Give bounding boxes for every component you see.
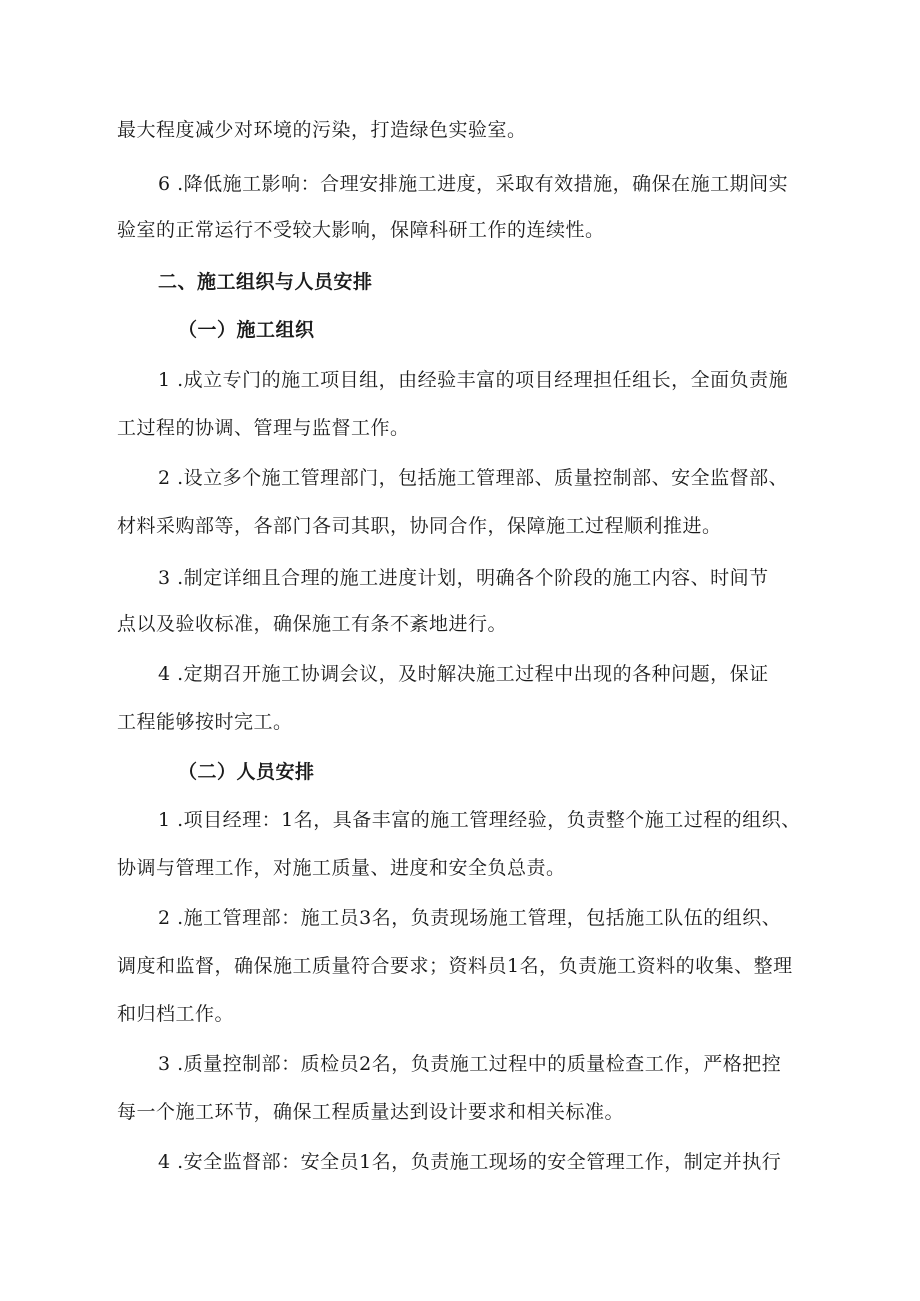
paragraph-line: 工程能够按时完工。 <box>117 711 293 733</box>
paragraph-line: 和归档工作。 <box>117 1003 235 1025</box>
paragraph-line: 每一个施工环节，确保工程质量达到设计要求和相关标准。 <box>117 1101 625 1123</box>
paragraph-line: 1 .成立专门的施工项目组，由经验丰富的项目经理担任组长，全面负责施 <box>158 369 789 391</box>
paragraph-line: 验室的正常运行不受较大影响，保障科研工作的连续性。 <box>117 219 605 241</box>
paragraph-line: 工过程的协调、管理与监督工作。 <box>117 417 410 439</box>
paragraph-line: 材料采购部等，各部门各司其职，协同合作，保障施工过程顺利推进。 <box>117 515 722 537</box>
paragraph-line: 最大程度减少对环境的污染，打造绿色实验室。 <box>117 119 527 141</box>
section-heading: 二、施工组织与人员安排 <box>158 271 373 293</box>
subsection-heading: （二）人员安排 <box>178 761 315 783</box>
paragraph-line: 2 .设立多个施工管理部门，包括施工管理部、质量控制部、安全监督部、 <box>158 467 789 489</box>
paragraph-line: 6 .降低施工影响：合理安排施工进度，采取有效措施，确保在施工期间实 <box>158 173 789 195</box>
paragraph-line: 3 .制定详细且合理的施工进度计划，明确各个阶段的施工内容、时间节 <box>158 567 769 589</box>
paragraph-line: 调度和监督，确保施工质量符合要求；资料员1名，负责施工资料的收集、整理 <box>117 955 793 977</box>
paragraph-line: 协调与管理工作，对施工质量、进度和安全负总责。 <box>117 857 566 879</box>
paragraph-line: 4 .安全监督部：安全员1名，负责施工现场的安全管理工作，制定并执行 <box>158 1151 782 1173</box>
paragraph-line: 点以及验收标准，确保施工有条不紊地进行。 <box>117 613 508 635</box>
paragraph-line: 2 .施工管理部：施工员3名，负责现场施工管理，包括施工队伍的组织、 <box>158 907 782 929</box>
paragraph-line: 1 .项目经理：1名，具备丰富的施工管理经验，负责整个施工过程的组织、 <box>158 809 801 831</box>
subsection-heading: （一）施工组织 <box>178 319 315 341</box>
paragraph-line: 3 .质量控制部：质检员2名，负责施工过程中的质量检查工作，严格把控 <box>158 1053 782 1075</box>
paragraph-line: 4 .定期召开施工协调会议，及时解决施工过程中出现的各种问题，保证 <box>158 663 769 685</box>
